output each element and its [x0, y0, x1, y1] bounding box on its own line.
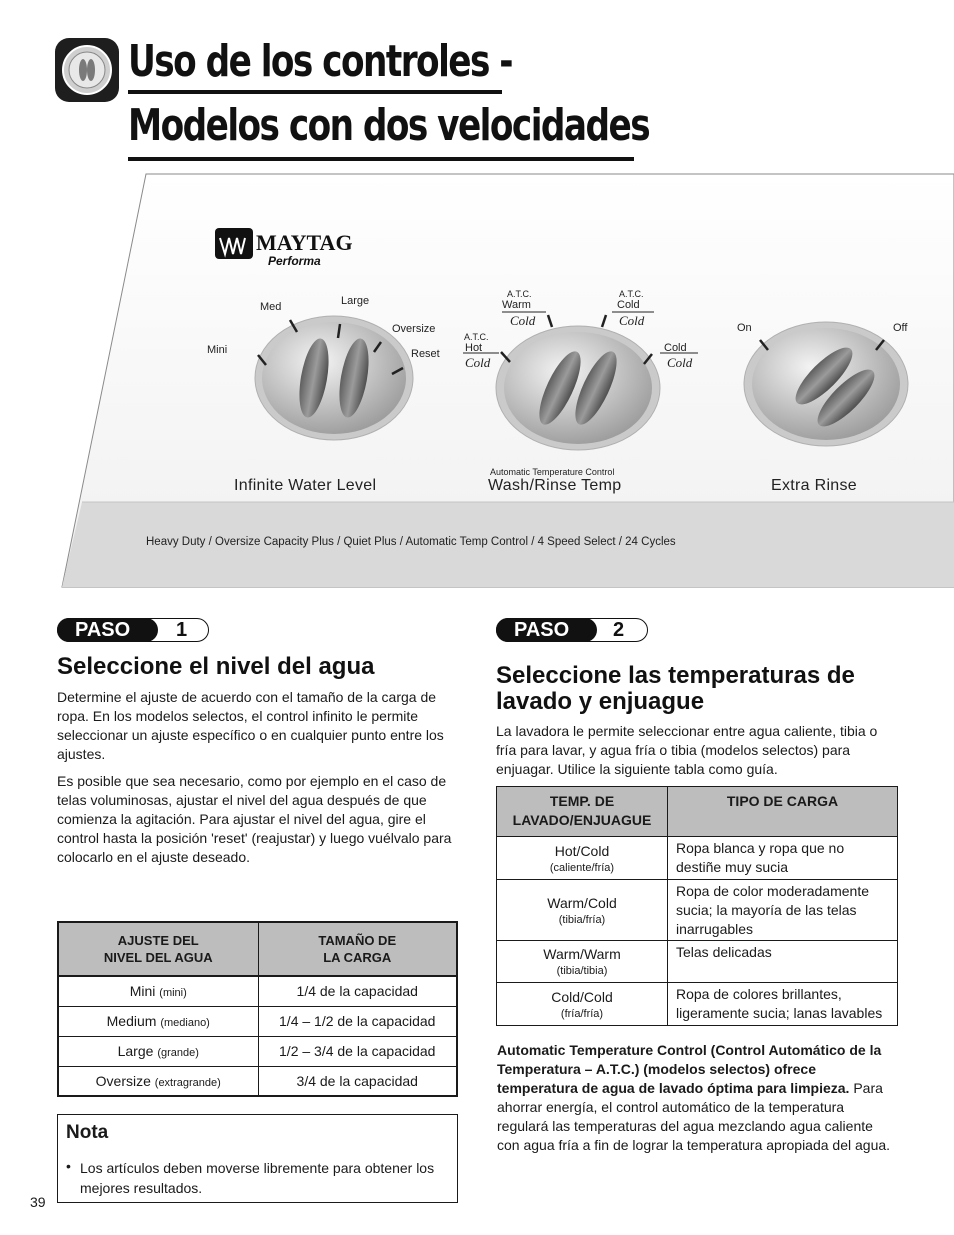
step1-badge-label: PASO [57, 618, 158, 642]
col1-line2: LAVADO/ENJUAGUE [512, 812, 652, 828]
title-underline [128, 90, 502, 94]
load-size: 1/4 de la capacidad [258, 976, 457, 1006]
col2-line1: TAMAÑO DE [318, 933, 397, 948]
atc-bold-text: Automatic Temperature Control (Control Automático de la Temperatura – A.T.C.) (modelos selectos) ofrece temperatura de agua de lavado óptima para limpieza. [497, 1042, 882, 1096]
water-level-oversize: Oversize [392, 323, 436, 335]
features-text: Heavy Duty / Oversize Capacity Plus / Quiet Plus / Automatic Temp Control / 4 Speed Select / 24 Cycles [146, 536, 676, 548]
step2-badge-label: PASO [496, 618, 597, 642]
col1-line1: AJUSTE DEL [117, 933, 199, 948]
extra-rinse-on: On [737, 322, 752, 334]
setting-es: (extragrande) [154, 1076, 221, 1089]
table-row [58, 1036, 457, 1066]
load-type: Telas delicadas [668, 941, 898, 983]
brand-logo-text: MAYTAG [256, 230, 353, 255]
table-row [497, 837, 898, 880]
step1-paragraph2: Es posible que sea necesario, como por ejemplo en el caso de telas voluminosas, ajustar el nivel del agua después de que comienza la agitación. Para ajustar el nivel del agua, gire el control hasta la posición 'reset' (reajustar) y luego vuélvalo para colocarlo en el ajuste deseado. [57, 773, 452, 865]
water-level-med: Med [260, 301, 282, 313]
temp-setting: Warm/Cold [547, 894, 617, 911]
col1-line1: TEMP. DE [549, 793, 615, 809]
table-header: TIPO DE CARGA [668, 787, 898, 837]
table-row [58, 1066, 457, 1096]
setting-name: Medium [106, 1013, 157, 1029]
setting-es: (grande) [157, 1047, 199, 1059]
atc-label: A.T.C. [619, 289, 644, 299]
setting-cold: Cold [664, 342, 687, 354]
load-size: 3/4 de la capacidad [296, 1072, 418, 1089]
setting-es: (mini) [159, 987, 187, 1000]
atc-description [497, 1041, 897, 1155]
step1-number: 1 [176, 619, 188, 641]
table-header [258, 922, 457, 976]
setting-cold-atc: Cold [617, 299, 640, 311]
table-row [58, 1006, 457, 1036]
water-level-mini: Mini [207, 344, 228, 356]
water-level-reset: Reset [411, 348, 440, 360]
step1-heading: Seleccione el nivel del agua [57, 653, 375, 680]
step2-badge [496, 618, 648, 642]
load-size: 1/2 – 3/4 de la capacidad [258, 1036, 457, 1066]
extra-rinse-off: Off [893, 322, 908, 334]
setting-cold-rinse: Cold [667, 355, 693, 370]
water-level-large: Large [341, 295, 370, 307]
table-row [497, 880, 898, 941]
step2-paragraph: La lavadora le permite seleccionar entre agua caliente, tibia o fría para lavar, y agua fría o tibia (modelos selectos) para enjuagar. Utilice la siguiente tabla como guía. [496, 723, 878, 777]
load-size: 1/4 – 1/2 de la capacidad [258, 1006, 457, 1036]
temp-setting: Warm/Warm [543, 946, 621, 962]
table-header [497, 787, 668, 837]
atc-body-text: Para ahorrar energía, el control automático de la temperatura regulará las temperaturas del agua mezclando agua caliente con agua fría a fin de lograr la temperatura apropiada del agua. [497, 1080, 891, 1153]
temp-setting: Hot/Cold [554, 842, 610, 859]
temp-setting-es: (tibia/tibia) [556, 965, 608, 977]
setting-name: Oversize [95, 1072, 151, 1089]
note-title: Nota [66, 1122, 109, 1143]
temperature-table [496, 786, 898, 1026]
table-row [497, 941, 898, 983]
temp-setting: Cold/Cold [551, 988, 613, 1005]
load-type: Ropa de color moderadamente sucia; la mayoría de las telas inarrugables [668, 880, 898, 941]
temp-setting-es: (tibia/fría) [558, 913, 606, 926]
col1-line2: NIVEL DEL AGUA [103, 950, 213, 965]
sub-brand-text: Performa [268, 254, 321, 268]
page-title-line2: Modelos con dos velocidades [128, 100, 650, 151]
setting-warm-rinse: Cold [510, 313, 536, 328]
bullet-icon: • [66, 1158, 71, 1174]
table-row [497, 983, 898, 1026]
atc-label: A.T.C. [464, 332, 489, 342]
setting-name: Mini [129, 983, 156, 1000]
page-number: 39 [30, 1194, 46, 1210]
dial-logo-icon [55, 38, 119, 102]
setting-warm: Warm [502, 299, 531, 311]
setting-hot-rinse: Cold [465, 355, 491, 370]
table-row [58, 976, 457, 1006]
step2-heading: Seleccione las temperaturas de lavado y enjuague [496, 662, 855, 715]
table-header [58, 922, 258, 976]
step1-badge [57, 618, 209, 642]
note-box [57, 1114, 458, 1203]
atc-sublabel: Automatic Temperature Control [490, 467, 615, 477]
step1-paragraph1: Determine el ajuste de acuerdo con el tamaño de la carga de ropa. En los modelos selectos, el control infinito le permite seleccionar un ajuste específico o en cualquier punto entre los ajustes. [57, 689, 444, 762]
control-panel-illustration [0, 172, 954, 588]
wash-rinse-label: Wash/Rinse Temp [488, 477, 622, 494]
temp-setting-es: (caliente/fría) [549, 861, 615, 874]
load-type: Ropa de colores brillantes, ligeramente sucia; lanas lavables [676, 986, 883, 1021]
setting-cold-atc-rinse: Cold [619, 313, 645, 328]
setting-es: (mediano) [160, 1017, 210, 1029]
setting-hot: Hot [465, 342, 483, 354]
water-level-table [57, 921, 458, 1097]
load-type: Ropa blanca y ropa que no destiñe muy sucia [668, 837, 898, 880]
col2-line2: LA CARGA [323, 950, 392, 965]
step2-number: 2 [613, 619, 625, 641]
setting-name: Large [117, 1043, 154, 1059]
page-title-line1: Uso de los controles - [128, 36, 512, 87]
extra-rinse-label: Extra Rinse [771, 477, 857, 494]
water-level-label: Infinite Water Level [234, 477, 377, 494]
title-underline [128, 157, 634, 161]
temp-setting-es: (fría/fría) [560, 1007, 604, 1020]
atc-label: A.T.C. [507, 289, 532, 299]
note-text: Los artículos deben moverse libremente para obtener los mejores resultados. [80, 1160, 435, 1196]
